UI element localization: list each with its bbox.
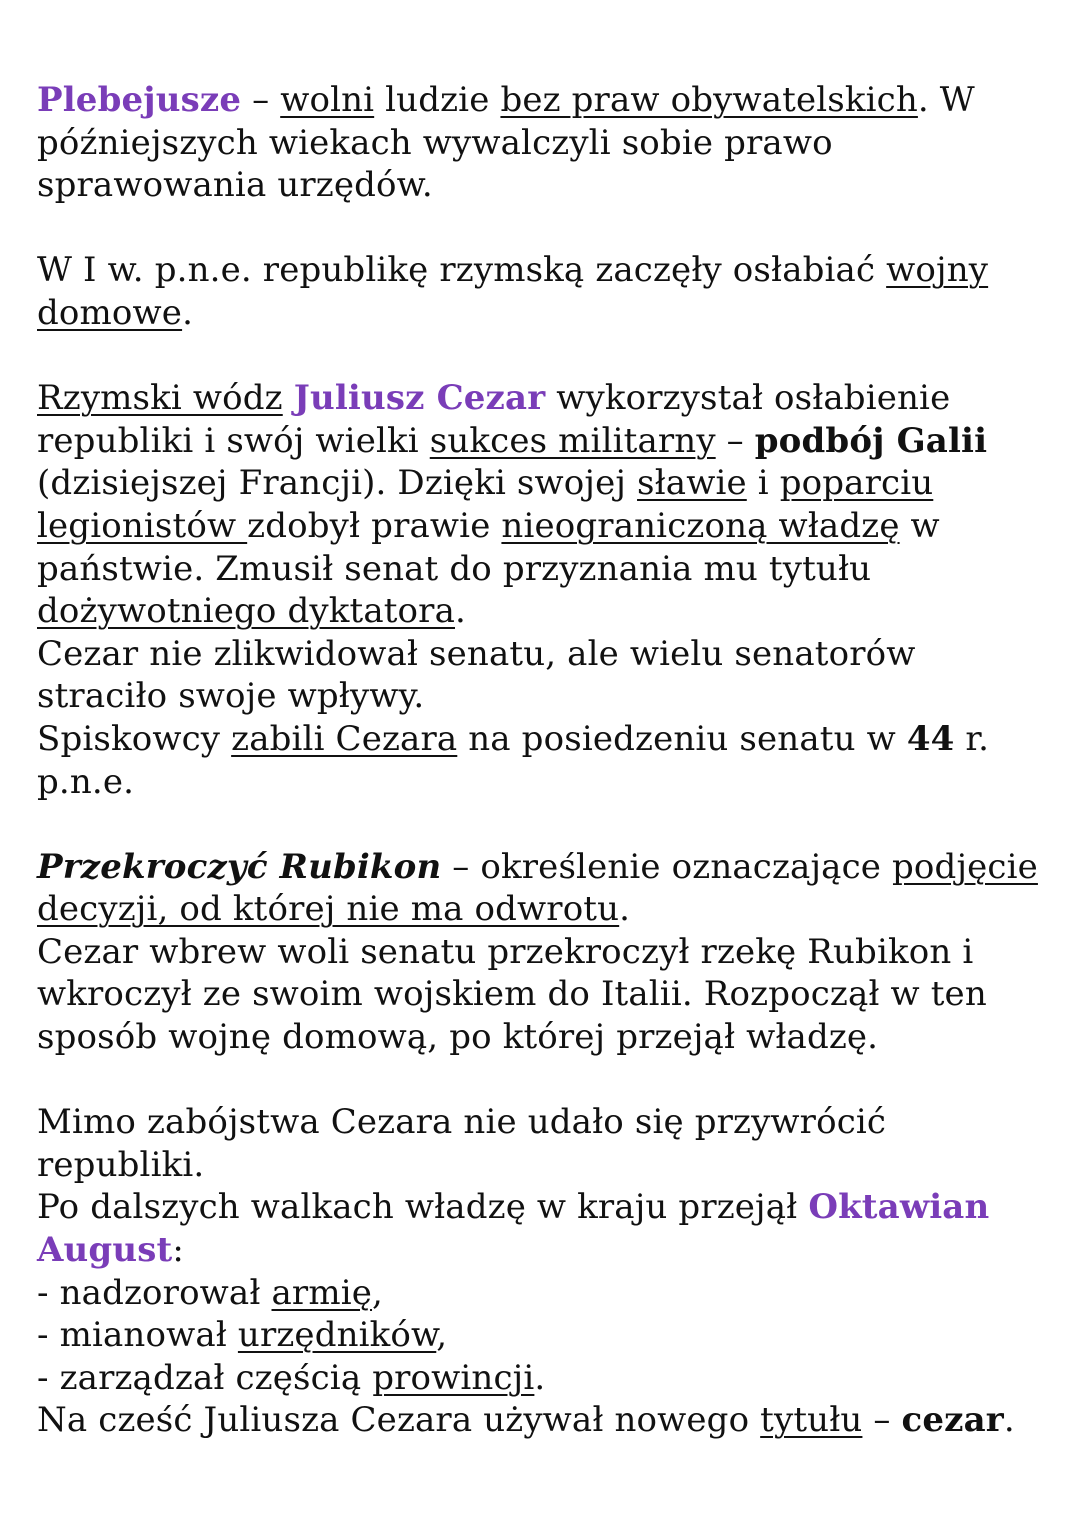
text: . W późniejszych wiekach wywalczyli sobie prawo sprawowania urzędów. (37, 80, 975, 206)
text: na posiedzeniu senatu w (457, 718, 907, 759)
assassination-paragraph (37, 718, 1050, 803)
paragraph-gap (37, 803, 1050, 846)
octavian-paragraph (37, 1186, 1050, 1271)
term-juliusz-cezar: Juliusz Cezar (293, 378, 546, 419)
text: Mimo zabójstwa Cezara nie udało się przywrócić republiki. (37, 1102, 887, 1185)
text: Cezar nie zlikwidował senatu, ale wielu senatorów straciło swoje wpływy. (37, 633, 916, 717)
text: , (436, 1315, 448, 1356)
text: Spiskowcy (37, 718, 232, 759)
text (283, 378, 294, 418)
text: – określenie oznaczające (441, 846, 893, 887)
text: – (715, 420, 755, 461)
underlined-text: urzędników (237, 1315, 437, 1356)
text: . (455, 591, 466, 632)
text: – (241, 80, 281, 120)
text: - nadzorował (37, 1272, 272, 1313)
bold-text: cezar (901, 1400, 1004, 1441)
paragraph-gap (37, 335, 1050, 378)
underlined-text: zabili Cezara (231, 718, 458, 759)
text: wykorzystał osłabienie republiki i swój wielki (37, 378, 951, 461)
text: Po dalszych walkach władzę w kraju przejął (37, 1187, 809, 1228)
rubikon-definition-paragraph (37, 846, 1050, 931)
underlined-text: prowincji (372, 1357, 535, 1398)
text: r. p.n.e. (37, 718, 990, 802)
text: . (182, 292, 194, 333)
text: . (1003, 1400, 1015, 1441)
caesar-paragraph (37, 377, 1050, 633)
underlined-text: sukces militarny (429, 420, 716, 461)
text: - mianował (37, 1315, 238, 1356)
underlined-text: armię (271, 1272, 373, 1313)
civil-wars-paragraph (37, 249, 1050, 334)
title-paragraph (37, 1399, 1050, 1442)
list-item (37, 1357, 1050, 1400)
underlined-text: poparciu legionistów (37, 463, 934, 546)
bold-year: 44 (906, 718, 955, 759)
text: i (746, 463, 780, 504)
rubikon-story-paragraph (37, 931, 1050, 1059)
text: – (862, 1400, 902, 1441)
underlined-text: Rzymski wódz (37, 378, 283, 419)
text: , (372, 1272, 383, 1313)
term-oktawian-august: Oktawian August (37, 1187, 990, 1271)
text: Na cześć Juliusza Cezara używał nowego (37, 1400, 761, 1441)
term-przekroczyc-rubikon: Przekroczyć Rubikon (37, 846, 442, 887)
text: w państwie. Zmusił senat do przyznania mu tytułu (37, 505, 940, 589)
list-item (37, 1314, 1050, 1357)
term-plebejusze: Plebejusze (37, 80, 242, 120)
underlined-text: nieograniczoną władzę (501, 505, 900, 546)
text: ludzie (374, 80, 501, 120)
text: : (172, 1230, 184, 1271)
list-item (37, 1272, 1050, 1315)
underlined-text: sławie (637, 463, 747, 504)
text: zdobył prawie (247, 505, 502, 546)
text: . (619, 889, 631, 930)
republic-paragraph (37, 1101, 1050, 1186)
underlined-text: wolni (280, 80, 375, 120)
bold-text: podbój Galii (754, 420, 988, 461)
underlined-text: wojny domowe (37, 250, 989, 333)
text: W I w. p.n.e. republikę rzymską zaczęły osłabiać (37, 250, 887, 291)
underlined-text: dożywotniego dyktatora (37, 591, 455, 632)
underlined-text: podjęcie decyzji, od której nie ma odwrotu (37, 846, 1038, 930)
paragraph-gap (37, 207, 1050, 250)
senate-paragraph (37, 633, 1050, 718)
underlined-text: tytułu (760, 1400, 863, 1441)
text: (dzisiejszej Francji). Dzięki swojej (37, 463, 638, 504)
paragraph-gap (37, 1059, 1050, 1102)
text: Cezar wbrew woli senatu przekroczył rzekę Rubikon i wkroczył ze swoim wojskiem do Italii. Rozpoczął w ten sposób wojnę domową, po której przejął władzę. (37, 931, 987, 1058)
underlined-text: bez praw obywatelskich (500, 80, 918, 120)
text: - zarządzał częścią (37, 1357, 373, 1398)
text: . (534, 1357, 546, 1398)
plebejusze-paragraph (37, 79, 1050, 207)
